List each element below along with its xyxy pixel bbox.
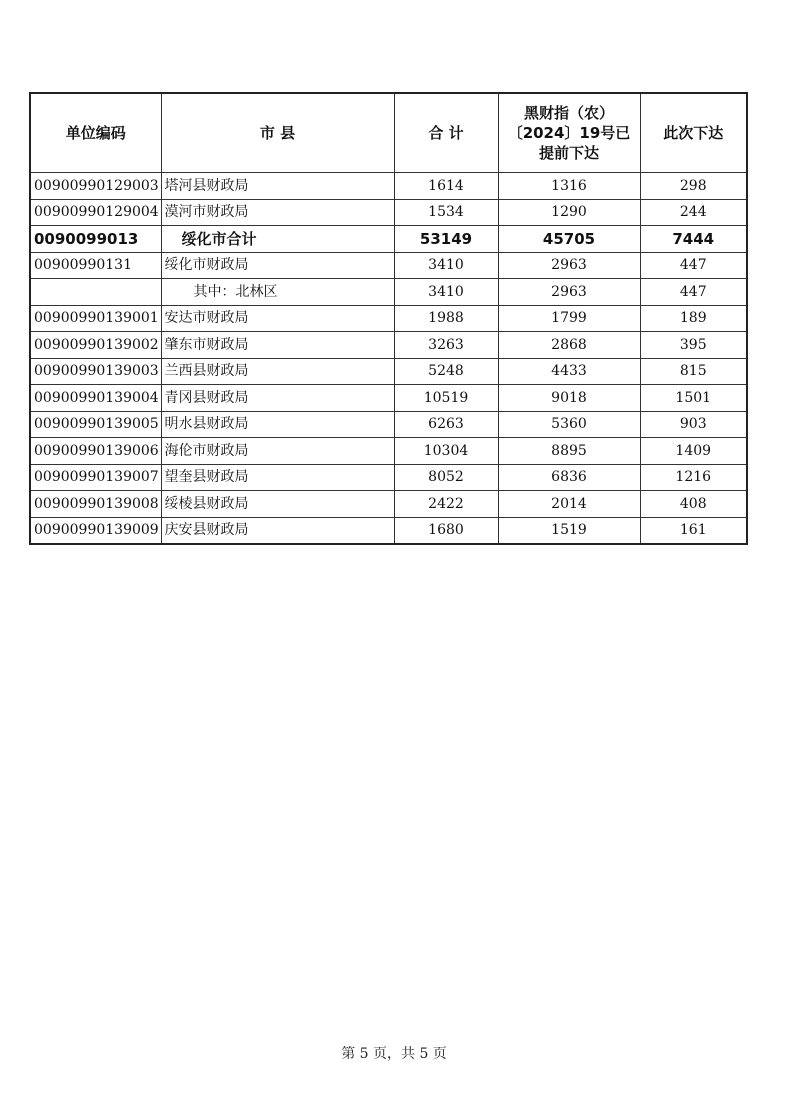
cell-advance: 2963 xyxy=(498,252,640,279)
cell-code: 0090099013 xyxy=(30,226,161,253)
header-name: 市 县 xyxy=(161,93,394,173)
table-row xyxy=(30,491,747,518)
table-row xyxy=(30,517,747,544)
cell-total: 6263 xyxy=(394,411,498,438)
cell-current: 244 xyxy=(640,199,747,226)
cell-total: 1988 xyxy=(394,305,498,332)
cell-total: 3410 xyxy=(394,252,498,279)
cell-code: 00900990129004 xyxy=(30,199,161,226)
cell-current: 7444 xyxy=(640,226,747,253)
cell-total: 2422 xyxy=(394,491,498,518)
cell-current: 1409 xyxy=(640,438,747,465)
cell-total: 5248 xyxy=(394,358,498,385)
table-row xyxy=(30,279,747,306)
cell-current: 903 xyxy=(640,411,747,438)
allocation-table xyxy=(29,92,748,545)
cell-code: 00900990129003 xyxy=(30,173,161,200)
cell-code xyxy=(30,279,161,306)
cell-name: 塔河县财政局 xyxy=(161,173,394,200)
cell-advance: 1316 xyxy=(498,173,640,200)
table-row xyxy=(30,252,747,279)
cell-code: 00900990139002 xyxy=(30,332,161,359)
cell-name: 兰西县财政局 xyxy=(161,358,394,385)
table-row xyxy=(30,411,747,438)
cell-advance: 45705 xyxy=(498,226,640,253)
table-row xyxy=(30,226,747,253)
cell-name: 望奎县财政局 xyxy=(161,464,394,491)
cell-total: 8052 xyxy=(394,464,498,491)
cell-code: 00900990131 xyxy=(30,252,161,279)
table-row xyxy=(30,332,747,359)
cell-code: 00900990139001 xyxy=(30,305,161,332)
cell-current: 161 xyxy=(640,517,747,544)
cell-current: 1501 xyxy=(640,385,747,412)
page-number: 第 5 页，共 5 页 xyxy=(341,1046,447,1062)
cell-name: 庆安县财政局 xyxy=(161,517,394,544)
cell-total: 3263 xyxy=(394,332,498,359)
cell-total: 53149 xyxy=(394,226,498,253)
table-row xyxy=(30,464,747,491)
cell-current: 408 xyxy=(640,491,747,518)
cell-name: 其中：北林区 xyxy=(161,279,394,306)
cell-total: 3410 xyxy=(394,279,498,306)
header-total: 合 计 xyxy=(394,93,498,173)
cell-advance: 2963 xyxy=(498,279,640,306)
cell-name: 明水县财政局 xyxy=(161,411,394,438)
header-advance: 黑财指（农）〔2024〕19号已提前下达 xyxy=(498,93,640,173)
cell-total: 10519 xyxy=(394,385,498,412)
table-row xyxy=(30,358,747,385)
cell-advance: 1290 xyxy=(498,199,640,226)
cell-name: 青冈县财政局 xyxy=(161,385,394,412)
cell-name: 安达市财政局 xyxy=(161,305,394,332)
cell-current: 1216 xyxy=(640,464,747,491)
header-current: 此次下达 xyxy=(640,93,747,173)
header-code: 单位编码 xyxy=(30,93,161,173)
cell-current: 447 xyxy=(640,279,747,306)
cell-total: 1680 xyxy=(394,517,498,544)
header-row xyxy=(30,93,747,173)
cell-name: 海伦市财政局 xyxy=(161,438,394,465)
cell-code: 00900990139003 xyxy=(30,358,161,385)
table-header xyxy=(30,93,747,173)
cell-advance: 6836 xyxy=(498,464,640,491)
table-body xyxy=(30,173,747,545)
cell-total: 1534 xyxy=(394,199,498,226)
cell-name: 肇东市财政局 xyxy=(161,332,394,359)
cell-current: 189 xyxy=(640,305,747,332)
cell-total: 10304 xyxy=(394,438,498,465)
cell-code: 00900990139009 xyxy=(30,517,161,544)
cell-advance: 8895 xyxy=(498,438,640,465)
cell-advance: 2014 xyxy=(498,491,640,518)
cell-current: 815 xyxy=(640,358,747,385)
cell-code: 00900990139005 xyxy=(30,411,161,438)
cell-code: 00900990139006 xyxy=(30,438,161,465)
table-row xyxy=(30,173,747,200)
cell-advance: 4433 xyxy=(498,358,640,385)
cell-name: 绥化市财政局 xyxy=(161,252,394,279)
cell-current: 395 xyxy=(640,332,747,359)
cell-current: 447 xyxy=(640,252,747,279)
table-row xyxy=(30,438,747,465)
cell-total: 1614 xyxy=(394,173,498,200)
cell-advance: 1519 xyxy=(498,517,640,544)
cell-code: 00900990139004 xyxy=(30,385,161,412)
cell-code: 00900990139008 xyxy=(30,491,161,518)
cell-advance: 5360 xyxy=(498,411,640,438)
cell-name: 绥化市合计 xyxy=(161,226,394,253)
table-row xyxy=(30,199,747,226)
cell-advance: 2868 xyxy=(498,332,640,359)
cell-advance: 9018 xyxy=(498,385,640,412)
cell-advance: 1799 xyxy=(498,305,640,332)
cell-code: 00900990139007 xyxy=(30,464,161,491)
cell-name: 绥棱县财政局 xyxy=(161,491,394,518)
table-row xyxy=(30,305,747,332)
cell-current: 298 xyxy=(640,173,747,200)
cell-name: 漠河市财政局 xyxy=(161,199,394,226)
table-row xyxy=(30,385,747,412)
